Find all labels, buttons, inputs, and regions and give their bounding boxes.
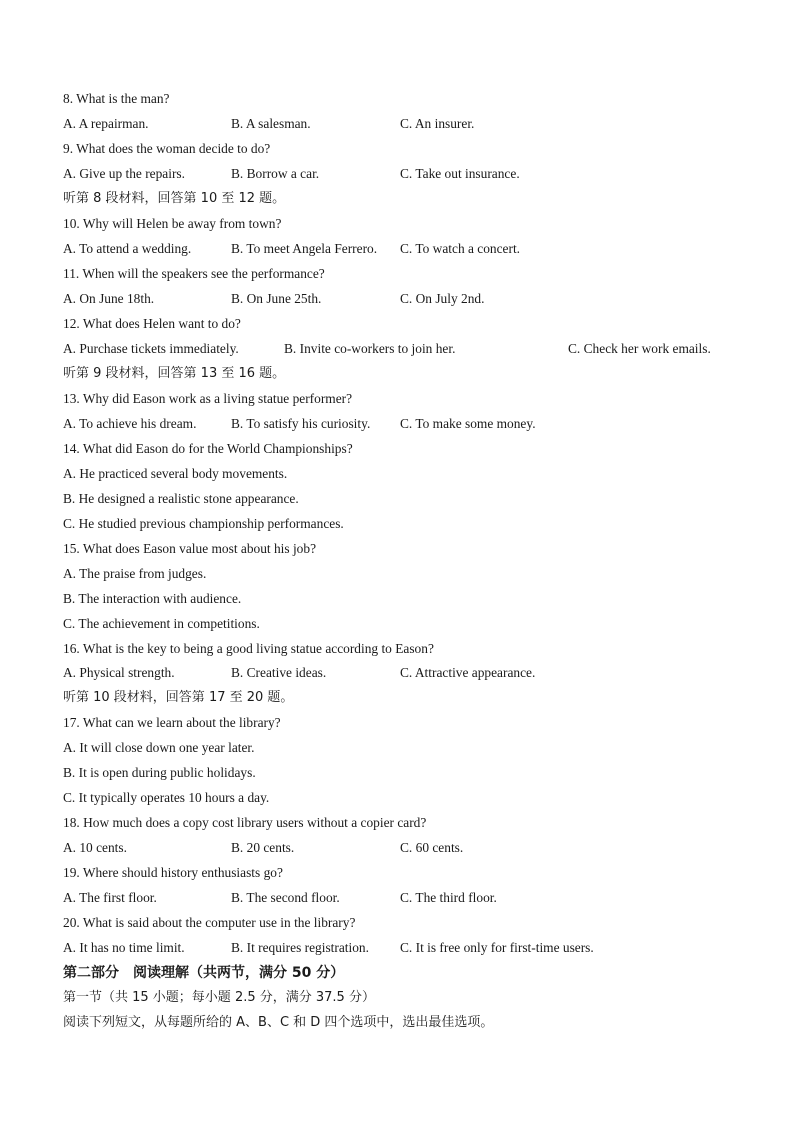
option-b: B. A salesman.: [231, 116, 311, 131]
question-17-stem: 17. What can we learn about the library?: [63, 715, 281, 730]
question-19-stem: 19. Where should history enthusiasts go?: [63, 865, 283, 880]
question-17-option-b: B. It is open during public holidays.: [63, 765, 256, 780]
option-a: A. Physical strength.: [63, 665, 175, 680]
section-1-title: 第一节（共 15 小题；每小题 2.5 分，满分 37.5 分）: [63, 990, 375, 1005]
question-18-stem: 18. How much does a copy cost library users without a copier card?: [63, 815, 427, 830]
option-c: C. An insurer.: [400, 116, 475, 131]
option-c: C. The third floor.: [400, 890, 497, 905]
option-c: C. 60 cents.: [400, 840, 464, 855]
question-15-stem: 15. What does Eason value most about his job?: [63, 541, 317, 556]
question-15-option-c: C. The achievement in competitions.: [63, 616, 260, 631]
question-14-option-b: B. He designed a realistic stone appearance.: [63, 491, 299, 506]
option-c: C. On July 2nd.: [400, 291, 485, 306]
option-c: C. To watch a concert.: [400, 241, 521, 256]
option-a: A. On June 18th.: [63, 291, 155, 306]
option-a: A. To achieve his dream.: [63, 416, 197, 431]
question-17-option-a: A. It will close down one year later.: [63, 740, 255, 755]
option-c: C. To make some money.: [400, 416, 536, 431]
option-b: B. Creative ideas.: [231, 665, 327, 680]
option-c: C. Take out insurance.: [400, 166, 520, 181]
question-15-option-a: A. The praise from judges.: [63, 566, 207, 581]
option-b: B. To meet Angela Ferrero.: [231, 241, 378, 256]
question-20-stem: 20. What is said about the computer use in the library?: [63, 915, 356, 930]
question-14-option-c: C. He studied previous championship performances.: [63, 516, 344, 531]
question-11-stem: 11. When will the speakers see the performance?: [63, 266, 325, 281]
option-c: C. It is free only for first-time users.: [400, 940, 594, 955]
question-12-stem: 12. What does Helen want to do?: [63, 316, 241, 331]
option-c: C. Attractive appearance.: [400, 665, 536, 680]
question-15-option-b: B. The interaction with audience.: [63, 591, 242, 606]
option-b: B. On June 25th.: [231, 291, 322, 306]
option-a: A. The first floor.: [63, 890, 157, 905]
option-b: B. Borrow a car.: [231, 166, 320, 181]
part-2-title: 第二部分 阅读理解（共两节，满分 50 分）: [63, 965, 345, 981]
option-b: B. It requires registration.: [231, 940, 369, 955]
option-b: B. Invite co-workers to join her.: [284, 341, 456, 356]
section-heading-8: 听第 8 段材料，回答第 10 至 12 题。: [63, 191, 286, 206]
question-14-option-a: A. He practiced several body movements.: [63, 466, 288, 481]
question-14-stem: 14. What did Eason do for the World Championships?: [63, 441, 353, 456]
option-c: C. Check her work emails.: [568, 341, 711, 356]
reading-instruction: 阅读下列短文，从每题所给的 A、B、C 和 D 四个选项中，选出最佳选项。: [63, 1015, 494, 1030]
option-b: B. The second floor.: [231, 890, 340, 905]
option-a: A. Give up the repairs.: [63, 166, 185, 181]
question-10-stem: 10. Why will Helen be away from town?: [63, 216, 282, 231]
question-17-option-c: C. It typically operates 10 hours a day.: [63, 790, 270, 805]
option-b: B. 20 cents.: [231, 840, 295, 855]
question-16-stem: 16. What is the key to being a good living statue according to Eason?: [63, 641, 434, 656]
question-9-stem: 9. What does the woman decide to do?: [63, 141, 271, 156]
option-a: A. Purchase tickets immediately.: [63, 341, 239, 356]
section-heading-10: 听第 10 段材料，回答第 17 至 20 题。: [63, 690, 294, 705]
option-b: B. To satisfy his curiosity.: [231, 416, 371, 431]
option-a: A. It has no time limit.: [63, 940, 185, 955]
option-a: A. To attend a wedding.: [63, 241, 192, 256]
option-a: A. A repairman.: [63, 116, 149, 131]
option-a: A. 10 cents.: [63, 840, 127, 855]
question-8-stem: 8. What is the man?: [63, 91, 170, 106]
section-heading-9: 听第 9 段材料，回答第 13 至 16 题。: [63, 366, 286, 381]
question-13-stem: 13. Why did Eason work as a living statue performer?: [63, 391, 353, 406]
